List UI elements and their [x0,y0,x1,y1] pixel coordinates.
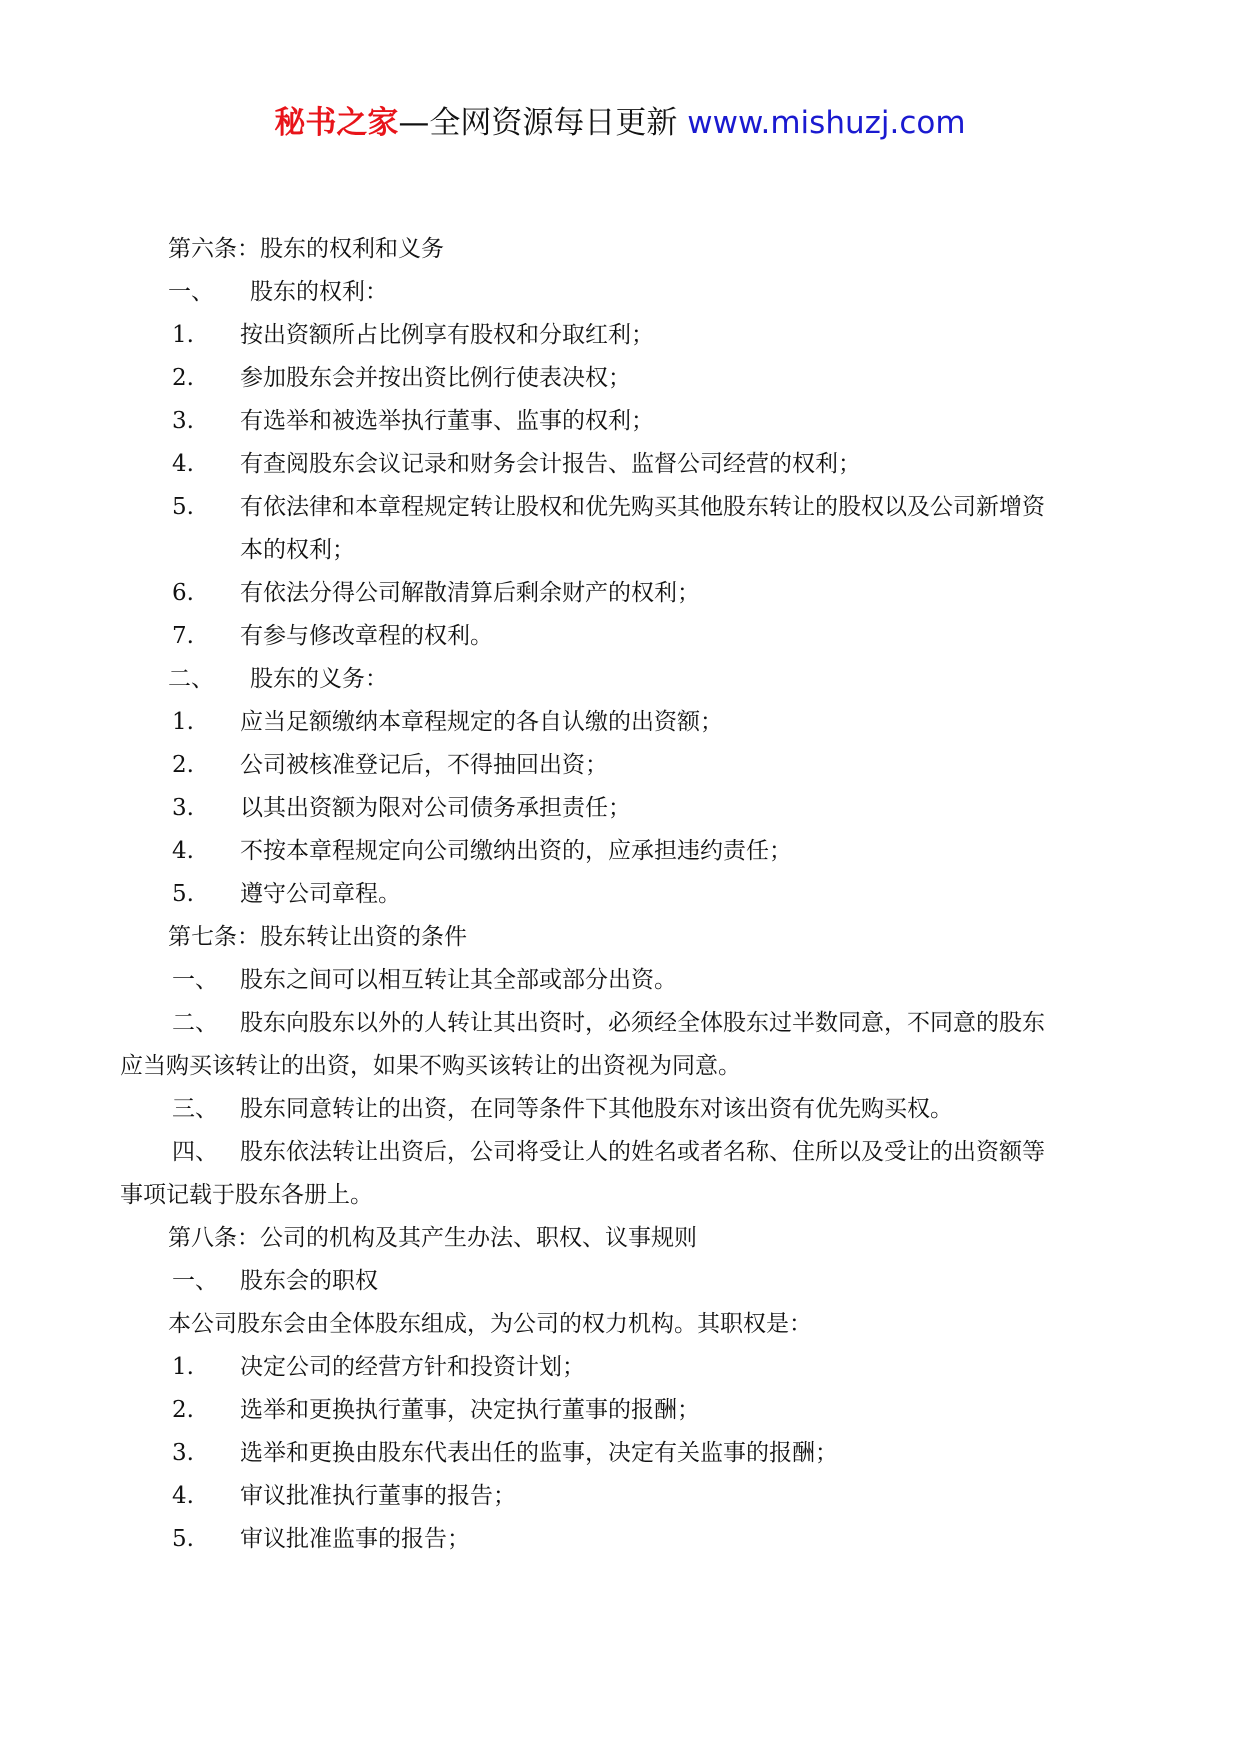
item-number: 3. [172,1440,194,1466]
list-item [0,443,1240,486]
paragraph [0,1088,1240,1131]
paragraph-text: 股东之间可以相互转让其全部或部分出资。 [240,967,677,993]
list-item [0,1389,1240,1432]
paragraph-marker: 三、 [172,1096,218,1122]
header-slogan: —全网资源每日更新 [398,105,678,141]
paragraph-continuation [0,1174,1240,1217]
section-title: 股东的权利： [250,279,388,305]
item-text: 遵守公司章程。 [240,881,401,907]
paragraph-text: 事项记载于股东各册上。 [120,1182,373,1208]
list-item [0,1346,1240,1389]
brand-name: 秘书之家 [274,105,399,141]
paragraph-text: 股东同意转让的出资，在同等条件下其他股东对该出资有优先购买权。 [240,1096,953,1122]
item-text: 选举和更换由股东代表出任的监事，决定有关监事的报酬； [240,1440,838,1466]
item-number: 1. [172,1354,194,1380]
section-heading [0,1260,1240,1303]
paragraph-marker: 一、 [172,967,218,993]
site-header [0,103,1240,143]
article-8-title: 第八条：公司的机构及其产生办法、职权、议事规则 [168,1225,697,1251]
item-text: 公司被核准登记后，不得抽回出资； [240,752,608,778]
item-text: 有参与修改章程的权利。 [240,623,493,649]
section-title: 股东会的职权 [240,1268,378,1294]
paragraph-text: 股东向股东以外的人转让其出资时，必须经全体股东过半数同意，不同意的股东 [240,1010,1045,1036]
list-item [0,314,1240,357]
item-number: 4. [172,1483,194,1509]
list-item [0,1475,1240,1518]
item-text: 有查阅股东会议记录和财务会计报告、监督公司经营的权利； [240,451,861,477]
paragraph-marker: 二、 [172,1010,218,1036]
item-text: 本的权利； [240,537,355,563]
document-body [0,228,1240,1561]
item-number: 4. [172,838,194,864]
item-text: 参加股东会并按出资比例行使表决权； [240,365,631,391]
item-number: 2. [172,1397,194,1423]
item-number: 6. [172,580,194,606]
item-number: 2. [172,365,194,391]
list-item-continuation [0,529,1240,572]
list-item [0,357,1240,400]
list-item [0,744,1240,787]
item-number: 3. [172,408,194,434]
paragraph [0,1002,1240,1045]
section-marker: 一、 [172,1268,218,1294]
item-number: 1. [172,322,194,348]
item-text: 有选举和被选举执行董事、监事的权利； [240,408,654,434]
list-item [0,1518,1240,1561]
list-item [0,615,1240,658]
paragraph-text: 股东依法转让出资后，公司将受让人的姓名或者名称、住所以及受让的出资额等 [240,1139,1045,1165]
intro-paragraph [0,1303,1240,1346]
item-text: 决定公司的经营方针和投资计划； [240,1354,585,1380]
item-text: 审议批准执行董事的报告； [240,1483,516,1509]
item-number: 1. [172,709,194,735]
article-6-title: 第六条：股东的权利和义务 [168,236,444,262]
article-7-title: 第七条：股东转让出资的条件 [168,924,467,950]
paragraph [0,1131,1240,1174]
list-item [0,486,1240,529]
list-item [0,830,1240,873]
paragraph [0,959,1240,1002]
section-marker: 一、 [168,279,214,305]
section-marker: 二、 [168,666,214,692]
list-item [0,400,1240,443]
item-text: 有依法分得公司解散清算后剩余财产的权利； [240,580,700,606]
item-text: 选举和更换执行董事，决定执行董事的报酬； [240,1397,700,1423]
item-number: 2. [172,752,194,778]
item-number: 5. [172,881,194,907]
paragraph-marker: 四、 [172,1139,218,1165]
duties-section-heading [0,658,1240,701]
list-item [0,787,1240,830]
paragraph-continuation [0,1045,1240,1088]
section-title: 股东的义务： [250,666,388,692]
item-text: 按出资额所占比例享有股权和分取红利； [240,322,654,348]
item-number: 5. [172,494,194,520]
list-item [0,701,1240,744]
item-text: 审议批准监事的报告； [240,1526,470,1552]
list-item [0,1432,1240,1475]
item-text: 不按本章程规定向公司缴纳出资的，应承担违约责任； [240,838,792,864]
list-item [0,873,1240,916]
item-text: 有依法律和本章程规定转让股权和优先购买其他股东转让的股权以及公司新增资 [240,494,1045,520]
item-text: 以其出资额为限对公司债务承担责任； [240,795,631,821]
item-text: 应当足额缴纳本章程规定的各自认缴的出资额； [240,709,723,735]
item-number: 5. [172,1526,194,1552]
item-number: 4. [172,451,194,477]
item-number: 7. [172,623,194,649]
list-item [0,572,1240,615]
site-url[interactable]: www.mishuzj.com [687,105,966,141]
item-number: 3. [172,795,194,821]
intro-text: 本公司股东会由全体股东组成，为公司的权力机构。其职权是： [168,1311,812,1337]
paragraph-text: 应当购买该转让的出资，如果不购买该转让的出资视为同意。 [120,1053,741,1079]
rights-section-heading [0,271,1240,314]
